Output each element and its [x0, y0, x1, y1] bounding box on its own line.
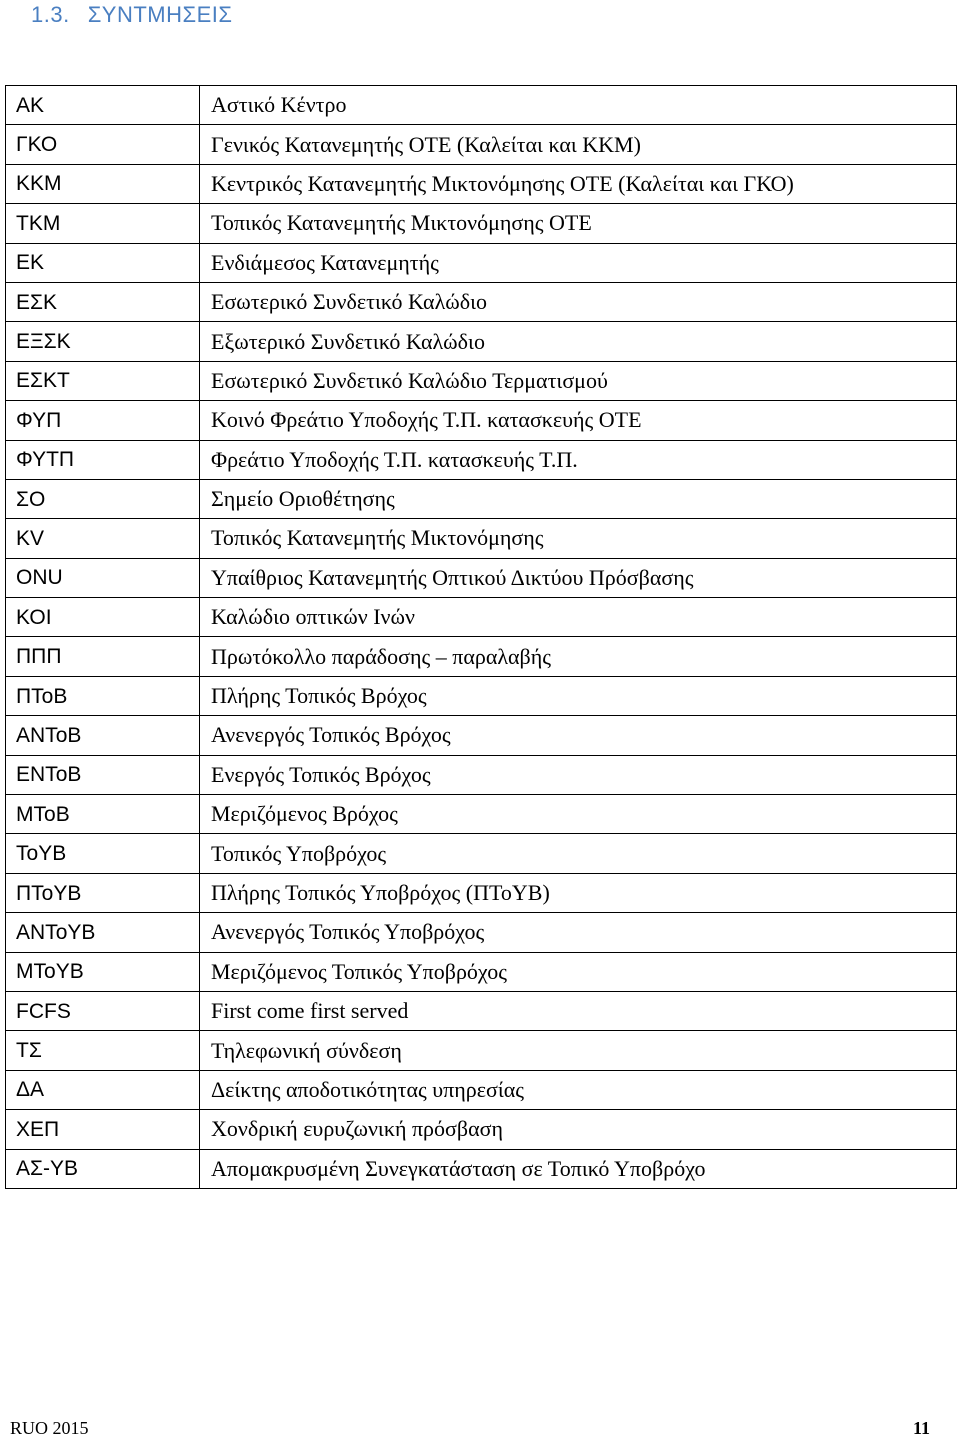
- abbreviation-cell: ΕΚ: [6, 243, 200, 282]
- abbreviation-cell: ΓΚΟ: [6, 125, 200, 164]
- description-cell: Αστικό Κέντρο: [200, 86, 957, 125]
- description-cell: Ενεργός Τοπικός Βρόχος: [200, 755, 957, 794]
- table-row: [6, 873, 957, 912]
- abbreviation-cell: ΑΣ-ΥΒ: [6, 1149, 200, 1188]
- description-cell: Πλήρης Τοπικός Υποβρόχος (ΠΤοΥΒ): [200, 873, 957, 912]
- table-row: [6, 519, 957, 558]
- table-row: [6, 440, 957, 479]
- table-row: [6, 204, 957, 243]
- table-row: [6, 479, 957, 518]
- description-cell: First come first served: [200, 991, 957, 1030]
- table-row: [6, 401, 957, 440]
- abbreviation-cell: ΤΣ: [6, 1031, 200, 1070]
- description-cell: Εξωτερικό Συνδετικό Καλώδιο: [200, 322, 957, 361]
- abbreviation-cell: ΦΥΠ: [6, 401, 200, 440]
- table-row: [6, 913, 957, 952]
- description-cell: Καλώδιο οπτικών Ινών: [200, 598, 957, 637]
- abbreviation-cell: FCFS: [6, 991, 200, 1030]
- abbreviation-cell: ΜΤοΒ: [6, 795, 200, 834]
- table-row: [6, 637, 957, 676]
- table-row: [6, 558, 957, 597]
- abbreviation-cell: ΚΟΙ: [6, 598, 200, 637]
- description-cell: Πλήρης Τοπικός Βρόχος: [200, 676, 957, 715]
- section-number: 1.3.: [31, 2, 70, 27]
- table-row: [6, 322, 957, 361]
- table-row: [6, 243, 957, 282]
- abbreviation-cell: ΕΣΚ: [6, 282, 200, 321]
- table-row: [6, 125, 957, 164]
- table-row: [6, 834, 957, 873]
- table-row: [6, 676, 957, 715]
- abbreviation-cell: ΑΚ: [6, 86, 200, 125]
- description-cell: Κεντρικός Κατανεμητής Μικτονόμησης ΟΤΕ (Καλείται και ΓΚΟ): [200, 164, 957, 203]
- abbreviation-cell: ΤοΥΒ: [6, 834, 200, 873]
- abbreviation-cell: ΦΥΤΠ: [6, 440, 200, 479]
- description-cell: Τηλεφωνική σύνδεση: [200, 1031, 957, 1070]
- abbreviation-cell: ΑΝΤοΒ: [6, 716, 200, 755]
- table-row: [6, 1149, 957, 1188]
- table-row: [6, 755, 957, 794]
- footer-page-number: 11: [912, 1418, 930, 1438]
- description-cell: Τοπικός Υποβρόχος: [200, 834, 957, 873]
- table-row: [6, 1110, 957, 1149]
- abbreviation-cell: ΚΚΜ: [6, 164, 200, 203]
- abbreviation-cell: ΠΠΠ: [6, 637, 200, 676]
- abbreviation-cell: ΠΤοΥΒ: [6, 873, 200, 912]
- description-cell: Εσωτερικό Συνδετικό Καλώδιο: [200, 282, 957, 321]
- section-heading: [31, 2, 233, 28]
- abbreviation-cell: ΑΝΤοΥΒ: [6, 913, 200, 952]
- abbreviation-cell: ΜΤοΥΒ: [6, 952, 200, 991]
- abbreviation-cell: ΕΣΚΤ: [6, 361, 200, 400]
- abbreviation-cell: ΧΕΠ: [6, 1110, 200, 1149]
- abbreviation-cell: ΕΞΣΚ: [6, 322, 200, 361]
- description-cell: Πρωτόκολλο παράδοσης – παραλαβής: [200, 637, 957, 676]
- footer-document-label: RUO 2015: [10, 1418, 89, 1438]
- description-cell: Τοπικός Κατανεμητής Μικτονόμησης ΟΤΕ: [200, 204, 957, 243]
- description-cell: Απομακρυσμένη Συνεγκατάσταση σε Τοπικό Υποβρόχο: [200, 1149, 957, 1188]
- table-row: [6, 1070, 957, 1109]
- description-cell: Κοινό Φρεάτιο Υποδοχής Τ.Π. κατασκευής ΟΤΕ: [200, 401, 957, 440]
- description-cell: Σημείο Οριοθέτησης: [200, 479, 957, 518]
- table-row: [6, 282, 957, 321]
- abbreviation-cell: ΤΚΜ: [6, 204, 200, 243]
- table-row: [6, 991, 957, 1030]
- table-row: [6, 952, 957, 991]
- table-row: [6, 361, 957, 400]
- table-row: [6, 716, 957, 755]
- table-row: [6, 86, 957, 125]
- description-cell: Εσωτερικό Συνδετικό Καλώδιο Τερματισμού: [200, 361, 957, 400]
- description-cell: Μεριζόμενος Βρόχος: [200, 795, 957, 834]
- table-row: [6, 1031, 957, 1070]
- description-cell: Υπαίθριος Κατανεμητής Οπτικού Δικτύου Πρόσβασης: [200, 558, 957, 597]
- abbreviation-cell: ΠΤοΒ: [6, 676, 200, 715]
- abbreviation-cell: ΔΑ: [6, 1070, 200, 1109]
- abbreviation-cell: KV: [6, 519, 200, 558]
- abbreviation-cell: ΕΝΤοΒ: [6, 755, 200, 794]
- description-cell: Γενικός Κατανεμητής ΟΤΕ (Καλείται και ΚΚΜ): [200, 125, 957, 164]
- description-cell: Φρεάτιο Υποδοχής Τ.Π. κατασκευής Τ.Π.: [200, 440, 957, 479]
- description-cell: Τοπικός Κατανεμητής Μικτονόμησης: [200, 519, 957, 558]
- abbreviation-cell: ONU: [6, 558, 200, 597]
- description-cell: Δείκτης αποδοτικότητας υπηρεσίας: [200, 1070, 957, 1109]
- section-title: ΣΥΝΤΜΗΣΕΙΣ: [87, 2, 233, 27]
- description-cell: Ανενεργός Τοπικός Υποβρόχος: [200, 913, 957, 952]
- description-cell: Μεριζόμενος Τοπικός Υποβρόχος: [200, 952, 957, 991]
- table-row: [6, 598, 957, 637]
- abbreviation-cell: ΣΟ: [6, 479, 200, 518]
- abbreviations-table: [5, 85, 957, 1189]
- description-cell: Ανενεργός Τοπικός Βρόχος: [200, 716, 957, 755]
- table-row: [6, 795, 957, 834]
- description-cell: Ενδιάμεσος Κατανεμητής: [200, 243, 957, 282]
- table-row: [6, 164, 957, 203]
- description-cell: Χονδρική ευρυζωνική πρόσβαση: [200, 1110, 957, 1149]
- abbreviations-table-body: [6, 86, 957, 1189]
